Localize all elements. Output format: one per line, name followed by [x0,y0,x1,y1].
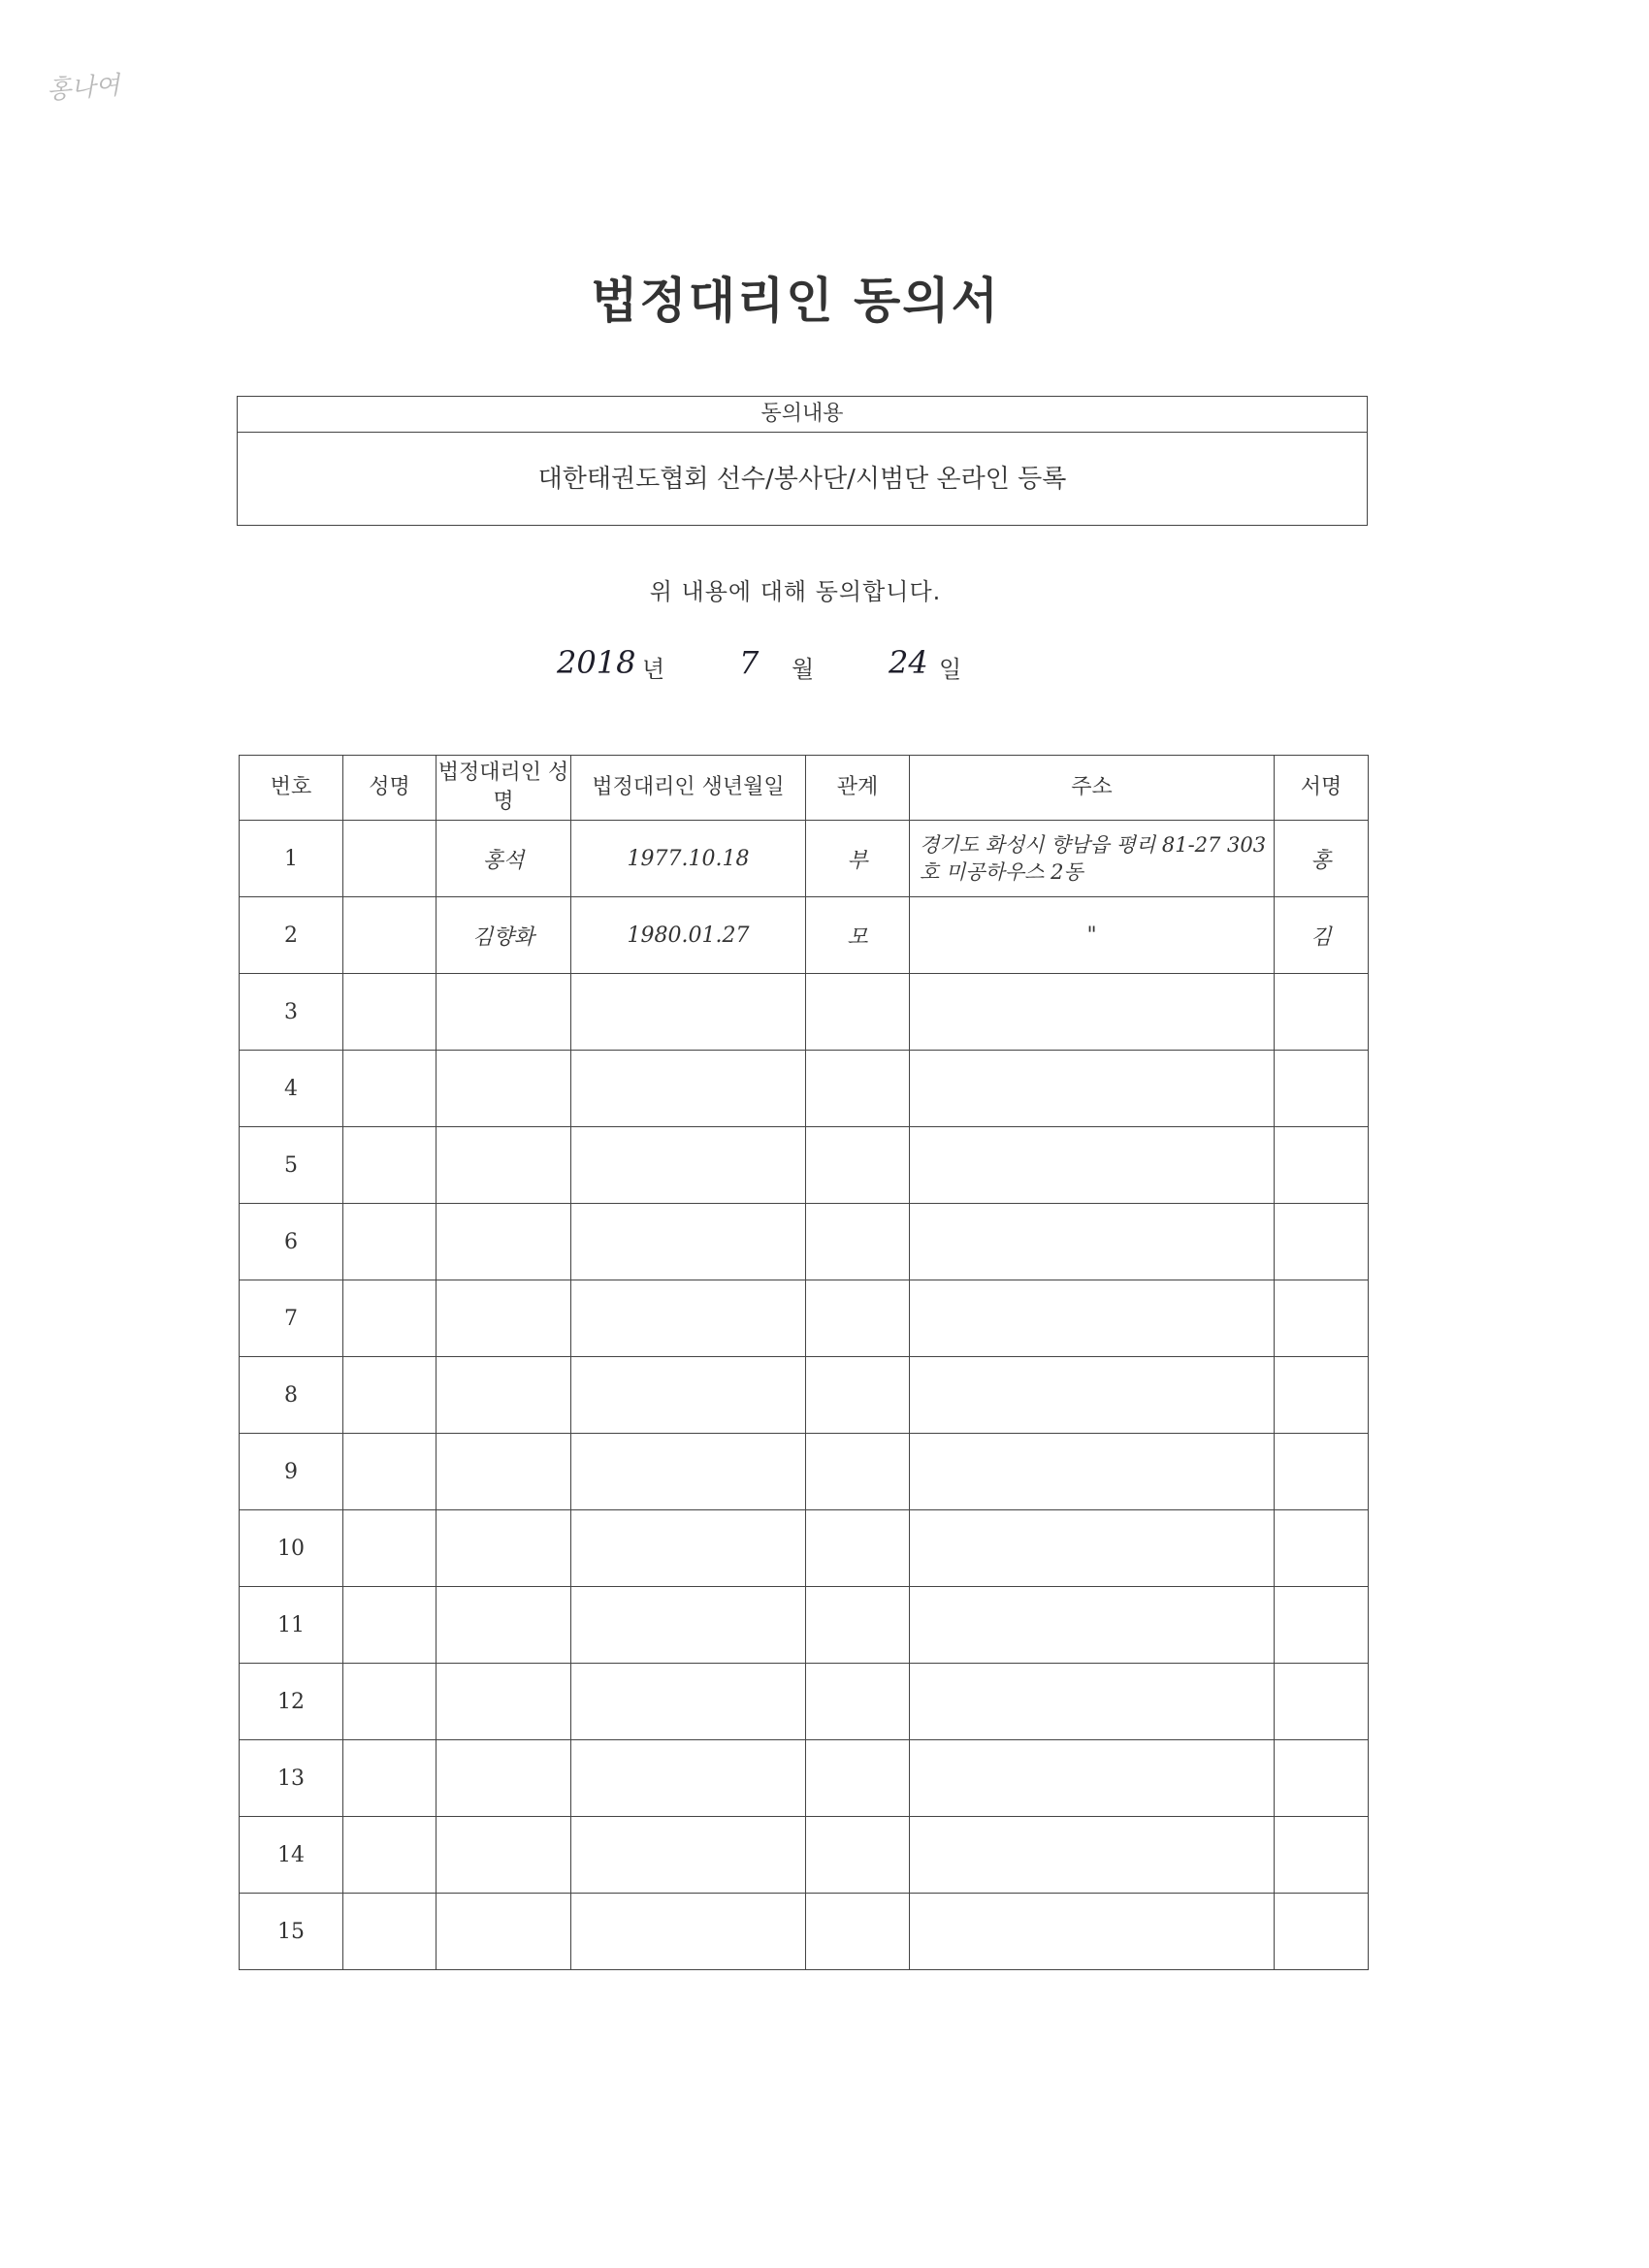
row-guardian-birth [571,1127,806,1204]
row-address: " [910,897,1275,974]
row-guardian-birth [571,1740,806,1817]
row-address [910,1664,1275,1740]
header-guardian-birth: 법정대리인 생년월일 [571,756,806,821]
row-name [343,1740,436,1817]
row-name [343,897,436,974]
header-relation: 관계 [806,756,910,821]
row-name [343,1587,436,1664]
row-name [343,1664,436,1740]
table-row [240,1587,1369,1664]
document-title: 법정대리인 동의서 [591,272,1000,329]
row-number: 1 [240,821,343,897]
row-guardian-birth [571,1434,806,1510]
row-name [343,1051,436,1127]
row-address [910,1817,1275,1894]
row-name [343,1510,436,1587]
corner-handwritten-note: 홍나여 [46,71,121,106]
table-row [240,1817,1369,1894]
row-guardian-birth [571,1510,806,1587]
row-guardian-birth [571,1587,806,1664]
table-row [240,1510,1369,1587]
header-no: 번호 [240,756,343,821]
row-name [343,821,436,897]
row-guardian-name [436,1051,571,1127]
row-name [343,1204,436,1280]
row-guardian-birth [571,1280,806,1357]
row-guardian-name [436,1204,571,1280]
row-signature [1275,974,1369,1051]
row-signature [1275,1357,1369,1434]
row-signature: 김 [1275,897,1369,974]
row-guardian-name: 홍석 [436,821,571,897]
row-guardian-name [436,1357,571,1434]
row-number: 13 [240,1740,343,1817]
row-relation [806,1204,910,1280]
row-relation [806,1357,910,1434]
row-relation [806,1051,910,1127]
row-guardian-birth [571,1204,806,1280]
table-row [240,974,1369,1051]
row-address [910,1587,1275,1664]
row-guardian-birth: 1977.10.18 [571,821,806,897]
row-relation: 모 [806,897,910,974]
guardian-roster-table [239,755,1369,1970]
row-name [343,1817,436,1894]
row-guardian-birth: 1980.01.27 [571,897,806,974]
row-address [910,1204,1275,1280]
row-guardian-name [436,1127,571,1204]
header-guardian-name: 법정대리인 성명 [436,756,571,821]
table-row [240,1280,1369,1357]
row-address [910,1051,1275,1127]
row-guardian-birth [571,1894,806,1970]
row-signature [1275,1204,1369,1280]
consent-text: 대한태권도협회 선수/봉사단/시범단 온라인 등록 [537,465,1067,494]
header-name: 성명 [343,756,436,821]
date-day-label: 일 [939,656,962,683]
row-relation [806,1740,910,1817]
row-signature [1275,1894,1369,1970]
date-day: 24 [889,644,928,681]
row-number: 5 [240,1127,343,1204]
row-name [343,1894,436,1970]
row-address [910,1510,1275,1587]
row-number: 10 [240,1510,343,1587]
row-guardian-name [436,1894,571,1970]
table-row [240,1664,1369,1740]
row-number: 2 [240,897,343,974]
row-signature [1275,1510,1369,1587]
row-relation [806,1127,910,1204]
consent-heading: 동의내용 [238,397,1367,433]
row-number: 8 [240,1357,343,1434]
row-name [343,974,436,1051]
row-number: 4 [240,1051,343,1127]
row-address [910,974,1275,1051]
table-row [240,1434,1369,1510]
row-signature [1275,1817,1369,1894]
row-signature [1275,1587,1369,1664]
table-row [240,1894,1369,1970]
row-address: 경기도 화성시 향남읍 평리 81-27 303호 미공하우스 2동 [910,821,1275,897]
row-relation [806,1894,910,1970]
row-guardian-name [436,1280,571,1357]
row-number: 6 [240,1204,343,1280]
table-row [240,1127,1369,1204]
date-month-label: 월 [792,656,815,683]
row-name [343,1127,436,1204]
row-number: 14 [240,1817,343,1894]
row-relation [806,1280,910,1357]
row-relation [806,974,910,1051]
row-address [910,1280,1275,1357]
agree-statement: 위 내용에 대해 동의합니다. [649,578,942,605]
row-number: 7 [240,1280,343,1357]
row-guardian-name [436,1740,571,1817]
row-guardian-birth [571,1817,806,1894]
row-signature [1275,1664,1369,1740]
row-guardian-name: 김향화 [436,897,571,974]
row-address [910,1434,1275,1510]
row-signature: 홍 [1275,821,1369,897]
row-guardian-name [436,1664,571,1740]
date-year-label: 년 [642,656,665,683]
table-row [240,1740,1369,1817]
row-guardian-birth [571,974,806,1051]
table-row [240,897,1369,974]
row-relation [806,1434,910,1510]
row-address [910,1894,1275,1970]
row-guardian-birth [571,1357,806,1434]
date-year: 2018 [557,644,636,681]
row-guardian-birth [571,1051,806,1127]
row-guardian-name [436,1434,571,1510]
row-address [910,1127,1275,1204]
table-row [240,1204,1369,1280]
row-address [910,1740,1275,1817]
row-relation: 부 [806,821,910,897]
row-guardian-name [436,1817,571,1894]
header-address: 주소 [910,756,1275,821]
row-number: 11 [240,1587,343,1664]
row-guardian-birth [571,1664,806,1740]
row-relation [806,1587,910,1664]
table-header-row [240,756,1369,821]
date-month: 7 [739,644,760,681]
row-address [910,1357,1275,1434]
header-signature: 서명 [1275,756,1369,821]
row-name [343,1357,436,1434]
row-number: 12 [240,1664,343,1740]
row-signature [1275,1740,1369,1817]
table-row [240,821,1369,897]
row-name [343,1434,436,1510]
table-row [240,1357,1369,1434]
table-row [240,1051,1369,1127]
consent-content-box [237,396,1368,526]
row-signature [1275,1127,1369,1204]
row-name [343,1280,436,1357]
row-number: 9 [240,1434,343,1510]
row-number: 3 [240,974,343,1051]
row-signature [1275,1280,1369,1357]
row-relation [806,1664,910,1740]
row-guardian-name [436,974,571,1051]
row-signature [1275,1051,1369,1127]
row-signature [1275,1434,1369,1510]
row-guardian-name [436,1510,571,1587]
row-relation [806,1510,910,1587]
row-guardian-name [436,1587,571,1664]
row-number: 15 [240,1894,343,1970]
row-relation [806,1817,910,1894]
